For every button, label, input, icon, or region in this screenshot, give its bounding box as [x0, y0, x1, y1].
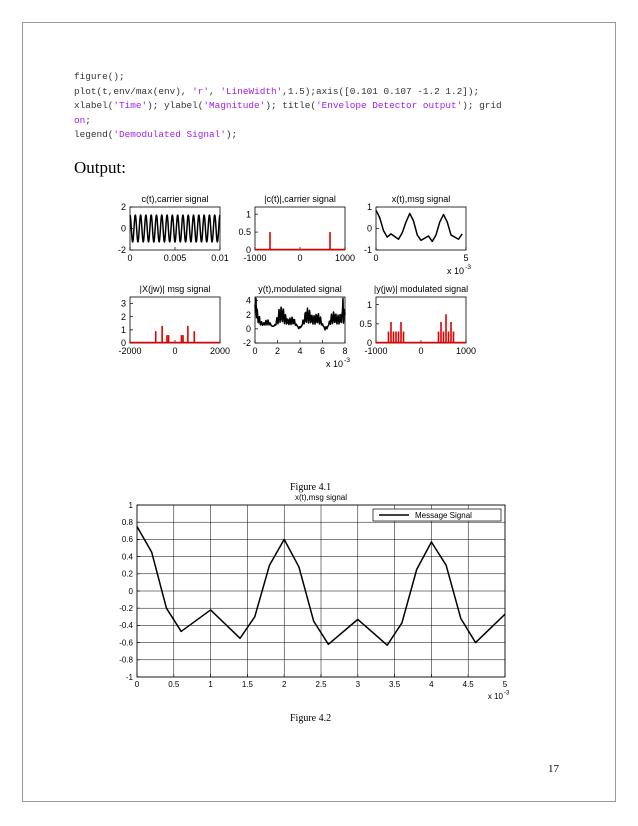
x-tick-label: 4.5 — [462, 680, 474, 689]
x-tick-label: 2.5 — [315, 680, 327, 689]
x-tick-label: 2 — [281, 680, 287, 689]
y-tick-label: 0 — [366, 338, 372, 349]
axis-multiplier: x 10 — [487, 692, 503, 701]
chart-title: |y(jw)| modulated signal — [373, 284, 469, 294]
x-tick-label: -2000 — [118, 346, 142, 356]
code-text: figure(); — [74, 71, 125, 82]
axis-multiplier-exponent: -3 — [344, 357, 351, 365]
y-tick-label: 1 — [245, 209, 251, 220]
y-tick-label: -1 — [363, 245, 372, 256]
x-tick-label: 0 — [127, 253, 133, 263]
code-text: legend( — [74, 129, 114, 140]
x-tick-label: 0 — [252, 346, 258, 356]
code-text: ,1.5);axis([0.101 0.107 -1.2 1.2]); — [282, 85, 480, 97]
axis-multiplier: x 10 — [446, 266, 464, 276]
y-tick-label: 0.4 — [121, 552, 133, 562]
output-heading: Output: — [74, 158, 126, 177]
y-tick-label: 0.8 — [121, 518, 133, 527]
x-tick-label: -1000 — [243, 253, 267, 263]
axis-multiplier-exponent: -3 — [504, 690, 510, 697]
y-tick-label: 2 — [120, 202, 126, 213]
y-tick-label: -0.8 — [119, 655, 133, 665]
y-tick-label: 0 — [128, 586, 133, 596]
x-tick-label: 2 — [274, 346, 281, 356]
y-tick-label: 0 — [120, 223, 126, 234]
code-text: xlabel( — [74, 100, 114, 111]
x-tick-label: 0 — [172, 346, 178, 356]
chart-title: x(t),msg signal — [294, 493, 348, 502]
y-tick-label: 0 — [120, 338, 126, 349]
y-tick-label: 1 — [366, 202, 372, 213]
x-tick-label: 0.005 — [163, 253, 187, 263]
y-tick-label: 2 — [245, 309, 251, 320]
y-tick-label: -2 — [242, 338, 251, 349]
code-string: 'Time' — [113, 100, 148, 111]
y-tick-label: -0.6 — [119, 638, 133, 648]
y-tick-label: 2 — [120, 311, 126, 322]
x-tick-label: 1 — [208, 680, 213, 689]
y-tick-label: 1 — [366, 299, 372, 310]
y-tick-label: 1 — [120, 325, 126, 336]
x-tick-label: 8 — [342, 346, 348, 356]
x-tick-label: 0 — [373, 253, 379, 263]
axis-multiplier-exponent: -3 — [465, 264, 472, 272]
code-string: 'r' — [192, 85, 210, 97]
x-tick-label: 4 — [297, 346, 303, 356]
figure-4-1-caption: Figure 4.1 — [290, 482, 332, 493]
x-tick-label: 0 — [297, 253, 303, 263]
axis-multiplier: x 10 — [325, 359, 343, 369]
x-tick-label: 2000 — [209, 346, 231, 356]
x-tick-label: 0 — [134, 680, 140, 689]
x-tick-label: 3 — [355, 680, 361, 689]
figure-4-2-caption: Figure 4.2 — [290, 713, 332, 724]
chart-title: x(t),msg signal — [391, 194, 451, 204]
x-tick-label: 1000 — [334, 253, 356, 263]
y-tick-label: 0 — [366, 223, 372, 234]
y-tick-label: 3 — [120, 298, 126, 309]
y-tick-label: -2 — [117, 245, 126, 256]
y-tick-label: 4 — [245, 295, 251, 306]
code-text: ; — [85, 114, 91, 126]
y-tick-label: 0.2 — [121, 569, 133, 579]
y-tick-label: 0.5 — [359, 318, 372, 329]
code-string: 'Envelope Detector output' — [315, 100, 463, 111]
chart-title: c(t),carrier signal — [141, 194, 209, 204]
y-tick-label: 0 — [245, 245, 251, 256]
y-tick-label: 0.6 — [121, 535, 133, 545]
x-tick-label: 0.5 — [168, 680, 180, 689]
code-text: ); grid — [462, 100, 502, 111]
y-tick-label: 0.5 — [238, 227, 251, 238]
chart-title: |X(jw)| msg signal — [139, 284, 211, 294]
x-tick-label: 6 — [319, 346, 326, 356]
code-string: 'Demodulated Signal' — [113, 129, 226, 140]
code-text: ); title( — [265, 100, 316, 111]
chart-title: |c(t)|,carrier signal — [264, 194, 336, 204]
x-tick-label: 1000 — [455, 346, 477, 356]
code-text: ); — [225, 129, 238, 140]
page-number: 17 — [548, 763, 559, 775]
chart-title: y(t),modulated signal — [258, 284, 342, 294]
code-text: plot(t,env/max(env), — [74, 85, 193, 97]
y-tick-label: -0.2 — [119, 604, 133, 613]
x-tick-label: 1.5 — [241, 680, 253, 689]
chart-group — [119, 493, 508, 689]
y-tick-label: 1 — [128, 500, 133, 510]
x-tick-label: 3.5 — [389, 680, 401, 689]
y-tick-label: -0.4 — [119, 621, 133, 631]
x-tick-label: 0 — [418, 346, 424, 356]
x-tick-label: -1000 — [364, 346, 388, 356]
y-tick-label: -1 — [125, 672, 133, 682]
x-tick-label: 0.01 — [211, 253, 229, 263]
code-string: 'Magnitude' — [203, 100, 266, 111]
code-string: 'LineWidth' — [220, 85, 283, 97]
legend-label: Message Signal — [415, 511, 472, 520]
x-tick-label: 5 — [502, 680, 508, 689]
x-tick-label: 4 — [429, 680, 434, 689]
x-tick-label: 5 — [463, 253, 469, 263]
y-tick-label: 0 — [245, 323, 251, 334]
code-string: on — [74, 114, 86, 126]
code-text: ); ylabel( — [147, 100, 204, 111]
code-text: , — [209, 85, 221, 97]
